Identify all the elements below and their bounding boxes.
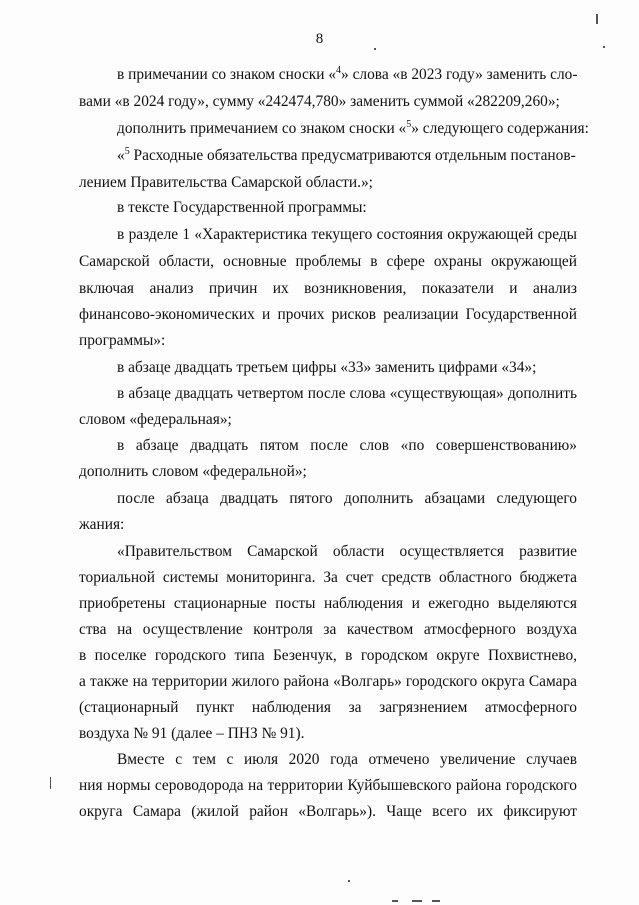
text-line: ториальной системы мониторинга. За счет средств областного бюджета xyxy=(79,569,577,586)
text-line: «Правительством Самарской области осуществляется развитие xyxy=(117,543,577,560)
text-line: в абзаце двадцать пятом после слов «по совершенствованию» xyxy=(117,437,577,454)
scan-speck xyxy=(392,900,398,902)
text-line: словом «федеральная»; xyxy=(79,411,232,428)
text-line: а также на территории жилого района «Волгарь» городского округа Самара xyxy=(79,673,577,690)
text-line: жания: xyxy=(79,516,125,533)
scan-speck xyxy=(603,46,605,48)
text-line: в абзаце двадцать третьем цифры «33» заменить цифрами «34»; xyxy=(117,359,537,376)
text-line: воздуха № 91 (далее – ПНЗ № 91). xyxy=(79,725,305,742)
scan-speck xyxy=(374,48,376,50)
text-line: в поселке городского типа Безенчук, в городском округе Похвистнево, xyxy=(79,647,577,664)
page-number: 8 xyxy=(315,31,324,47)
text-line: после абзаца двадцать пятого дополнить абзацами следующего xyxy=(117,490,577,507)
text-line: округа Самара (жилой район «Волгарь»). Чаще всего их фиксируют xyxy=(79,803,577,820)
text-line: «$^5$ Расходные обязательства предусматриваются отдельным постанов- xyxy=(117,145,576,164)
scan-speck xyxy=(596,14,598,24)
text-line: вами «в 2024 году», сумму «242474,780» заменить суммой «282209,260»; xyxy=(79,93,560,110)
scan-speck xyxy=(348,880,350,882)
scan-speck xyxy=(50,777,51,789)
text-line: Вместе с тем с июля 2020 года отмечено увеличение случаев xyxy=(117,751,577,768)
text-line: финансово-экономических и прочих рисков реализации Государственной xyxy=(79,306,577,323)
text-line: в тексте Государственной программы: xyxy=(117,199,367,216)
text-line: включая анализ причин их возникновения, показатели и анализ xyxy=(79,280,577,297)
text-line: в абзаце двадцать четвертом после слова «существующая» дополнить xyxy=(117,385,577,402)
text-line: в примечании со знаком сноски «$^4$» слова «в 2023 году» заменить сло- xyxy=(117,64,578,83)
text-line: в разделе 1 «Характеристика текущего состояния окружающей среды xyxy=(117,226,577,243)
text-line: дополнить словом «федеральной»; xyxy=(79,463,307,480)
text-line: дополнить примечанием со знаком сноски «$^5$» следующего содержания: xyxy=(117,118,589,137)
text-line: Самарской области, основные проблемы в сфере охраны окружающей xyxy=(79,253,577,270)
text-line: программы»: xyxy=(79,332,166,349)
scan-speck xyxy=(432,900,440,902)
scan-speck xyxy=(412,900,422,902)
text-line: ства на осуществление контроля за качеством атмосферного воздуха xyxy=(79,621,577,638)
text-line: приобретены стационарные посты наблюдения и ежегодно выделяются xyxy=(79,595,577,612)
text-line: ния нормы сероводорода на территории Куйбышевского района городского xyxy=(79,777,577,794)
text-line: (стационарный пункт наблюдения за загрязнением атмосферного xyxy=(79,699,577,716)
text-line: лением Правительства Самарской области.»; xyxy=(79,174,373,191)
